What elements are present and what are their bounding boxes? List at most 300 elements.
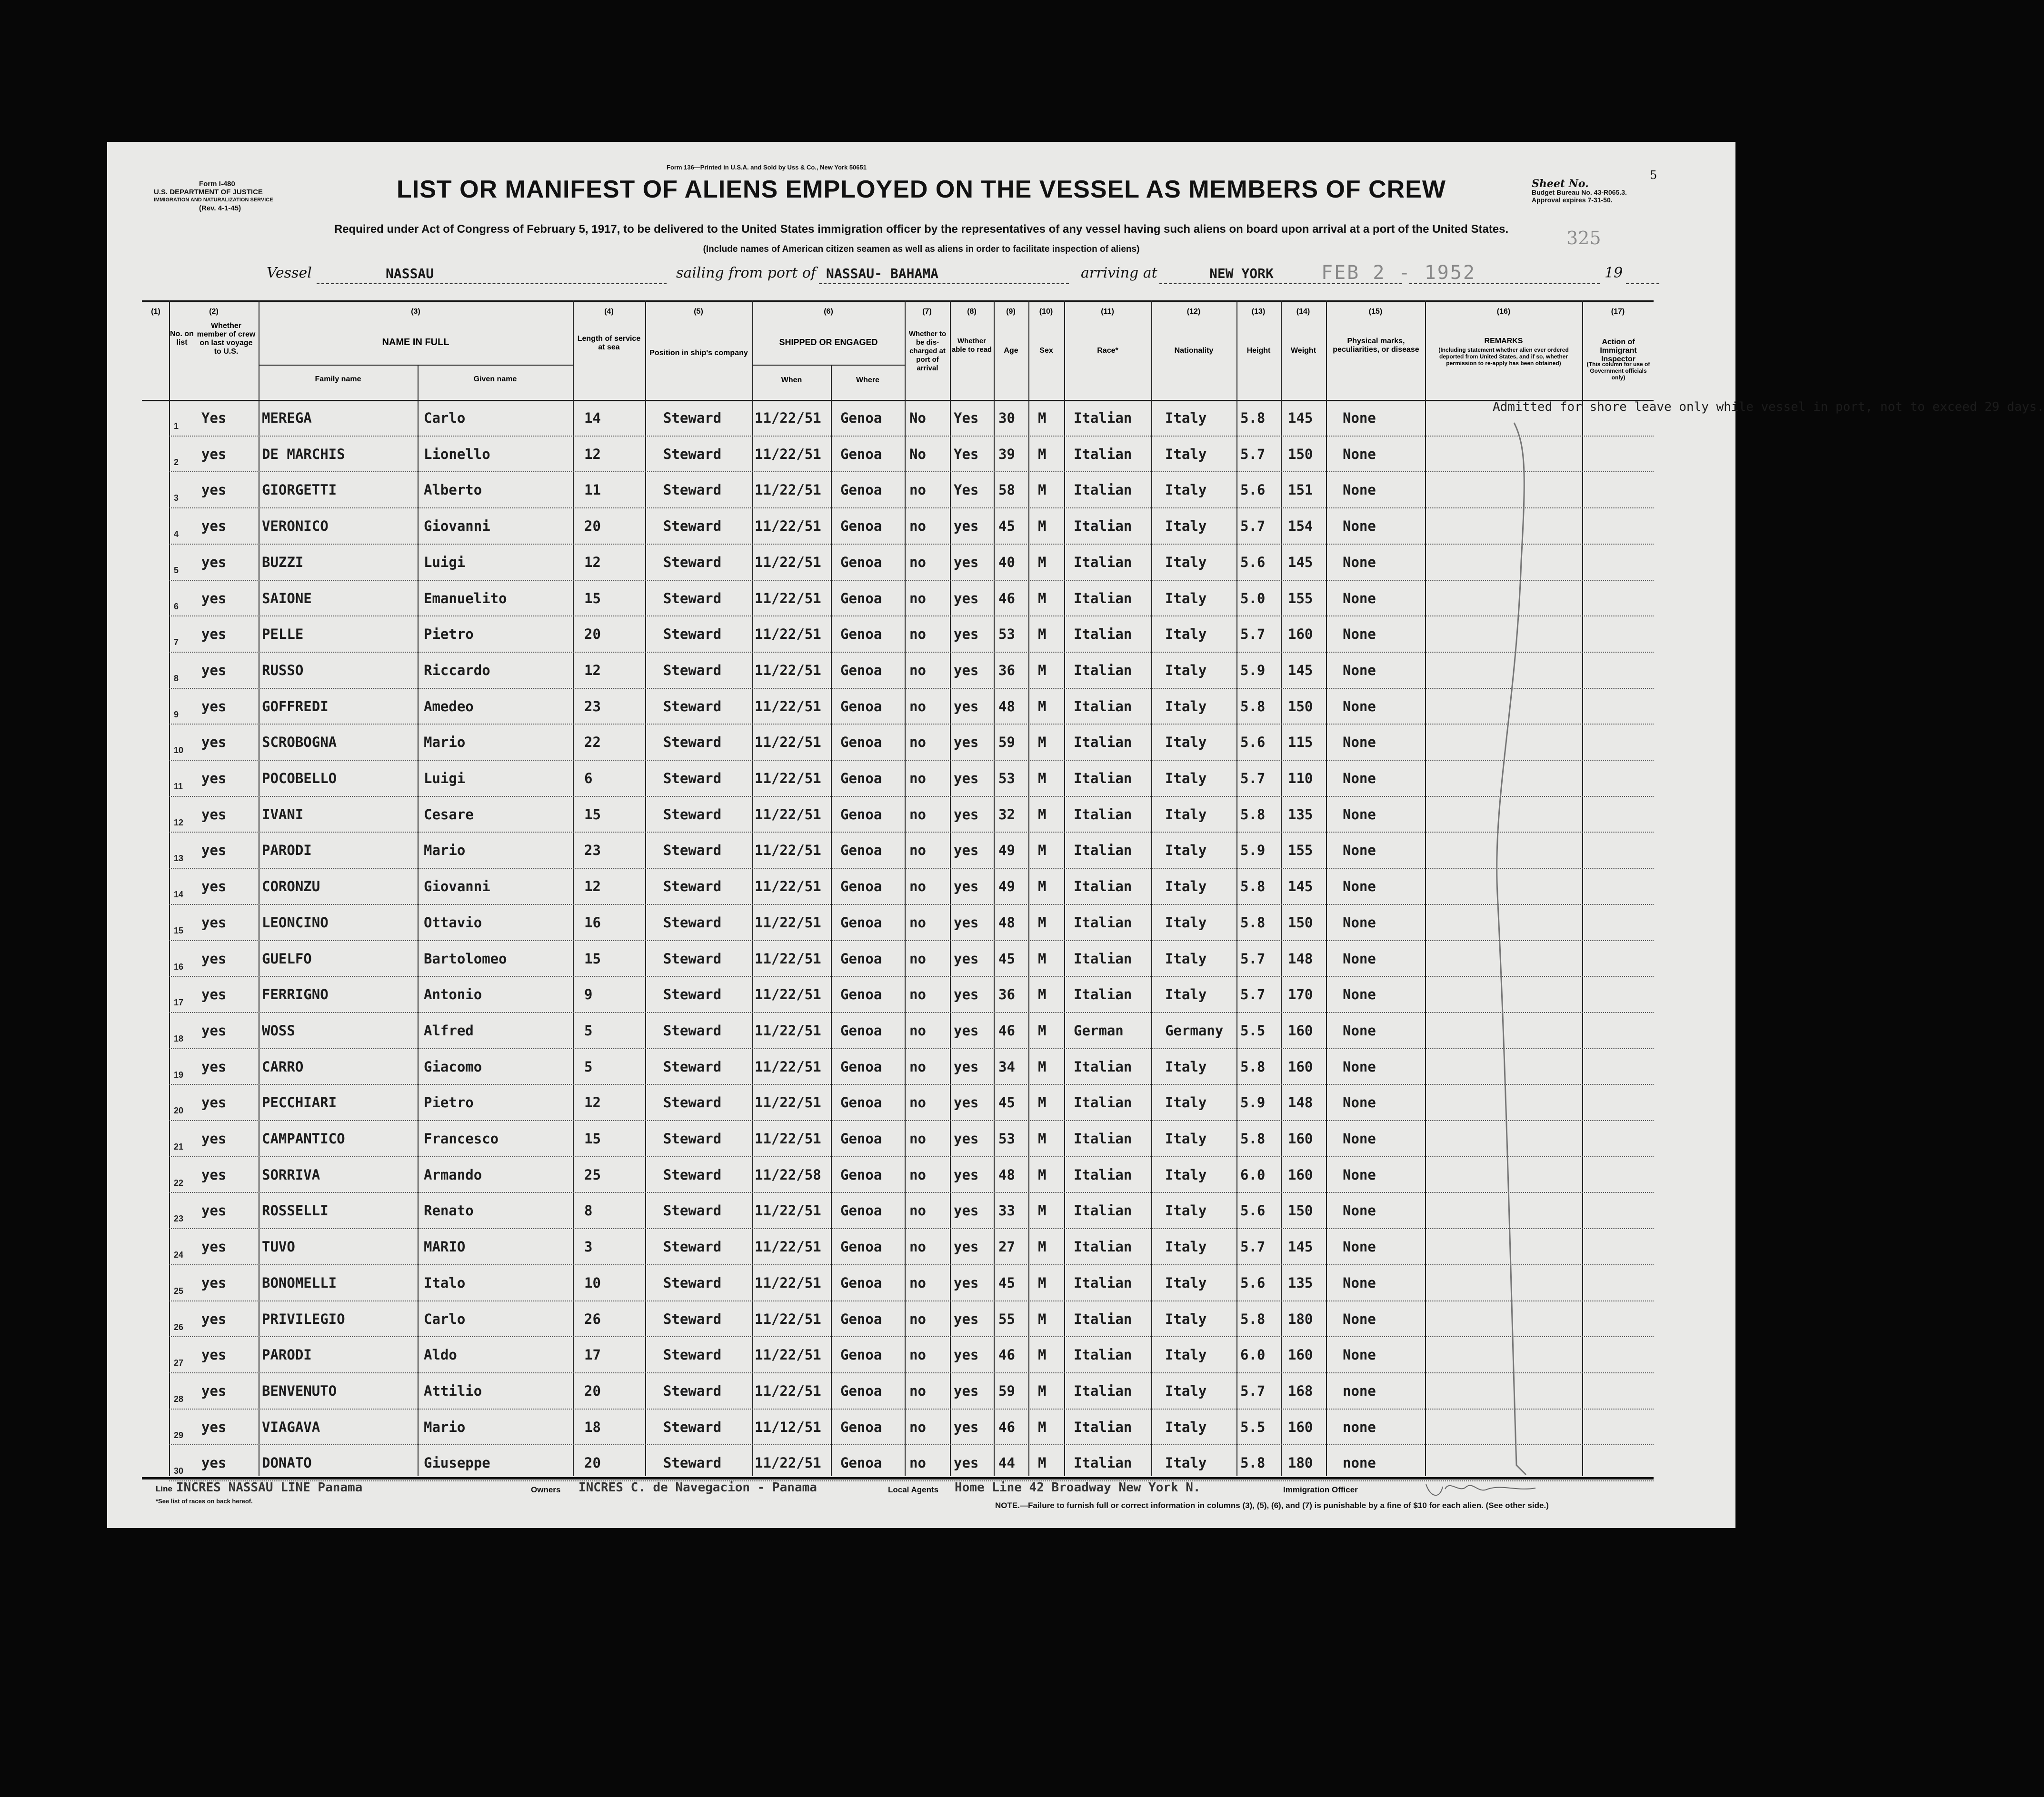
height-cell: 5.8: [1240, 806, 1266, 823]
row-number: 21: [174, 1142, 184, 1152]
row-number: 27: [174, 1358, 184, 1368]
physical-marks-cell: None: [1343, 734, 1376, 751]
discharge-cell: no: [909, 1022, 926, 1039]
row-rule: [169, 436, 1654, 437]
service-length-cell: 20: [584, 1382, 601, 1399]
date-stamp: FEB 2 - 1952: [1321, 262, 1476, 284]
service-length-cell: 10: [584, 1274, 601, 1291]
discharge-cell: no: [909, 554, 926, 570]
header-no-on-list: No. on list: [170, 330, 194, 347]
race-cell: Italian: [1074, 410, 1132, 426]
shipped-port-cell: Genoa: [840, 806, 882, 823]
position-cell: Steward: [663, 1058, 722, 1075]
row-number: 28: [174, 1394, 184, 1404]
shipped-port-cell: Genoa: [840, 1347, 882, 1363]
port-of-sailing: NASSAU- BAHAMA: [826, 266, 939, 281]
shipped-date-cell: 11/22/51: [755, 1382, 821, 1399]
race-cell: Italian: [1074, 1131, 1132, 1147]
row-number: 3: [174, 493, 179, 503]
sex-cell: M: [1038, 410, 1047, 426]
given-name-cell: Giacomo: [424, 1058, 482, 1075]
sailing-label: sailing from port of: [676, 265, 816, 281]
header-physical-marks: Physical marks, peculiarities, or disease: [1333, 337, 1419, 354]
height-cell: 5.5: [1240, 1022, 1266, 1039]
physical-marks-cell: None: [1343, 1311, 1376, 1327]
weight-cell: 145: [1288, 1239, 1313, 1255]
sex-cell: M: [1038, 1419, 1047, 1435]
height-cell: 5.9: [1240, 1094, 1266, 1111]
given-name-cell: Riccardo: [424, 662, 490, 678]
physical-marks-cell: None: [1343, 554, 1376, 570]
race-cell: Italian: [1074, 1455, 1132, 1471]
nationality-cell: Italy: [1165, 914, 1207, 931]
shipped-port-cell: Genoa: [840, 1239, 882, 1255]
given-name-cell: Antonio: [424, 986, 482, 1003]
header-race: Race*: [1097, 347, 1118, 355]
position-cell: Steward: [663, 1022, 722, 1039]
age-cell: 33: [998, 1202, 1015, 1219]
nationality-cell: Italy: [1165, 1239, 1207, 1255]
shipped-port-cell: Genoa: [840, 914, 882, 931]
height-cell: 5.8: [1240, 878, 1266, 895]
shipped-port-cell: Genoa: [840, 770, 882, 786]
row-rule: [169, 1120, 1654, 1121]
column-divider: [994, 300, 995, 1476]
last-voyage-cell: yes: [201, 1094, 227, 1111]
race-cell: Italian: [1074, 698, 1132, 715]
nationality-cell: Italy: [1165, 590, 1207, 606]
row-number: 30: [174, 1466, 184, 1476]
shipped-date-cell: 11/22/51: [755, 1094, 821, 1111]
family-name-cell: CARRO: [262, 1058, 304, 1075]
shipped-date-cell: 11/22/51: [755, 590, 821, 606]
header-remarks: REMARKS: [1484, 337, 1523, 345]
nationality-cell: Italy: [1165, 1094, 1207, 1111]
row-rule: [169, 1264, 1654, 1265]
position-cell: Steward: [663, 698, 722, 715]
family-name-cell: FERRIGNO: [262, 986, 329, 1003]
weight-cell: 170: [1288, 986, 1313, 1003]
col-num-2: (2): [209, 308, 219, 316]
service-length-cell: 23: [584, 698, 601, 715]
nationality-cell: Italy: [1165, 842, 1207, 859]
port-underline: [819, 283, 1069, 284]
position-cell: Steward: [663, 770, 722, 786]
family-name-cell: BENVENUTO: [262, 1382, 337, 1399]
nationality-cell: Italy: [1165, 482, 1207, 498]
weight-cell: 135: [1288, 1274, 1313, 1291]
column-divider: [1281, 300, 1282, 1476]
service-length-cell: 17: [584, 1347, 601, 1363]
revision-date: (Rev. 4-1-45): [199, 204, 241, 212]
header-given-name: Given name: [473, 375, 517, 383]
header-able-to-read: Whether able to read: [951, 337, 992, 354]
sex-cell: M: [1038, 950, 1047, 967]
age-cell: 36: [998, 662, 1015, 678]
height-cell: 5.8: [1240, 914, 1266, 931]
family-name-cell: PELLE: [262, 626, 304, 643]
given-name-cell: Alberto: [424, 482, 482, 498]
weight-cell: 160: [1288, 626, 1313, 643]
discharge-cell: no: [909, 914, 926, 931]
shipped-port-cell: Genoa: [840, 590, 882, 606]
row-number: 6: [174, 601, 179, 611]
col-num-4: (4): [604, 308, 614, 316]
shipped-date-cell: 11/22/51: [755, 842, 821, 859]
position-cell: Steward: [663, 662, 722, 678]
service-length-cell: 12: [584, 446, 601, 462]
position-cell: Steward: [663, 986, 722, 1003]
given-name-cell: Giuseppe: [424, 1455, 490, 1471]
row-number: 2: [174, 457, 179, 467]
race-cell: Italian: [1074, 1311, 1132, 1327]
able-to-read-cell: yes: [954, 806, 979, 823]
able-to-read-cell: yes: [954, 1382, 979, 1399]
col-num-9: (9): [1006, 308, 1016, 316]
row-rule: [169, 688, 1654, 689]
sex-cell: M: [1038, 626, 1047, 643]
form-number: Form I-480: [199, 180, 235, 188]
discharge-cell: no: [909, 950, 926, 967]
weight-cell: 148: [1288, 1094, 1313, 1111]
column-divider: [1425, 300, 1426, 1476]
service-length-cell: 16: [584, 914, 601, 931]
family-name-cell: DONATO: [262, 1455, 312, 1471]
shipped-date-cell: 11/22/51: [755, 950, 821, 967]
able-to-read-cell: yes: [954, 1202, 979, 1219]
physical-marks-cell: None: [1343, 806, 1376, 823]
sex-cell: M: [1038, 662, 1047, 678]
position-cell: Steward: [663, 1419, 722, 1435]
shipped-port-cell: Genoa: [840, 878, 882, 895]
sheet-info: [1532, 180, 1627, 204]
able-to-read-cell: yes: [954, 842, 979, 859]
physical-marks-cell: None: [1343, 590, 1376, 606]
header-when: When: [781, 376, 802, 384]
age-cell: 45: [998, 1094, 1015, 1111]
sex-cell: M: [1038, 1382, 1047, 1399]
physical-marks-cell: None: [1343, 950, 1376, 967]
height-cell: 5.8: [1240, 410, 1266, 426]
col-num-5: (5): [694, 308, 703, 316]
row-number: 25: [174, 1286, 184, 1296]
physical-marks-cell: None: [1343, 1131, 1376, 1147]
shipped-date-cell: 11/22/51: [755, 1131, 821, 1147]
weight-cell: 160: [1288, 1419, 1313, 1435]
header-sex: Sex: [1039, 347, 1053, 355]
weight-cell: 154: [1288, 518, 1313, 535]
last-voyage-cell: yes: [201, 914, 227, 931]
column-divider: [1326, 300, 1327, 1476]
row-rule: [169, 507, 1654, 508]
height-cell: 5.9: [1240, 662, 1266, 678]
race-cell: Italian: [1074, 1058, 1132, 1075]
height-cell: 5.8: [1240, 1311, 1266, 1327]
last-voyage-cell: yes: [201, 590, 227, 606]
last-voyage-cell: yes: [201, 770, 227, 786]
nationality-cell: Italy: [1165, 518, 1207, 535]
row-number: 4: [174, 529, 179, 539]
header-discharged: Whether to be dis-charged at port of arrival: [908, 330, 947, 372]
shipped-date-cell: 11/22/51: [755, 1455, 821, 1471]
able-to-read-cell: yes: [954, 698, 979, 715]
nationality-cell: Italy: [1165, 698, 1207, 715]
height-cell: 6.0: [1240, 1166, 1266, 1183]
position-cell: Steward: [663, 950, 722, 967]
nationality-cell: Italy: [1165, 626, 1207, 643]
weight-cell: 160: [1288, 1347, 1313, 1363]
age-cell: 39: [998, 446, 1015, 462]
family-name-cell: TUVO: [262, 1239, 295, 1255]
column-divider: [950, 300, 951, 1476]
given-name-cell: Mario: [424, 734, 466, 751]
age-cell: 45: [998, 950, 1015, 967]
service-length-cell: 12: [584, 1094, 601, 1111]
header-inspector-action: Action of Immigrant Inspector: [1600, 338, 1637, 363]
family-name-cell: CORONZU: [262, 878, 320, 895]
race-cell: Italian: [1074, 1166, 1132, 1183]
height-cell: 6.0: [1240, 1347, 1266, 1363]
last-voyage-cell: yes: [201, 626, 227, 643]
given-name-cell: Amedeo: [424, 698, 474, 715]
position-cell: Steward: [663, 1382, 722, 1399]
shipped-port-cell: Genoa: [840, 1419, 882, 1435]
service-length-cell: 12: [584, 554, 601, 570]
nationality-cell: Italy: [1165, 1347, 1207, 1363]
col-num-12: (12): [1187, 308, 1201, 316]
column-divider: [752, 300, 753, 1476]
position-cell: Steward: [663, 1166, 722, 1183]
race-cell: Italian: [1074, 1419, 1132, 1435]
position-cell: Steward: [663, 842, 722, 859]
shipped-date-cell: 11/22/51: [755, 806, 821, 823]
discharge-cell: no: [909, 1274, 926, 1291]
last-voyage-cell: yes: [201, 1347, 227, 1363]
row-number: 22: [174, 1178, 184, 1188]
column-divider: [905, 300, 906, 1476]
last-voyage-cell: yes: [201, 842, 227, 859]
age-cell: 49: [998, 842, 1015, 859]
header-family-name: Family name: [315, 375, 361, 383]
last-voyage-cell: yes: [201, 662, 227, 678]
race-cell: Italian: [1074, 734, 1132, 751]
officer-signature: [1421, 1475, 1564, 1503]
height-cell: 5.0: [1240, 590, 1266, 606]
physical-marks-cell: None: [1343, 770, 1376, 786]
shipped-port-cell: Genoa: [840, 1022, 882, 1039]
height-cell: 5.7: [1240, 1382, 1266, 1399]
height-cell: 5.9: [1240, 842, 1266, 859]
physical-marks-cell: None: [1343, 1022, 1376, 1039]
service-length-cell: 6: [584, 770, 593, 786]
shipped-date-cell: 11/22/51: [755, 1239, 821, 1255]
nationality-cell: Italy: [1165, 554, 1207, 570]
weight-cell: 145: [1288, 410, 1313, 426]
service-length-cell: 8: [584, 1202, 593, 1219]
physical-marks-cell: none: [1343, 1419, 1376, 1435]
col-num-15: (15): [1368, 308, 1383, 316]
given-name-cell: Cesare: [424, 806, 474, 823]
physical-marks-cell: None: [1343, 446, 1376, 462]
family-name-cell: SCROBOGNA: [262, 734, 337, 751]
weight-cell: 150: [1288, 698, 1313, 715]
nationality-cell: Italy: [1165, 662, 1207, 678]
last-voyage-cell: yes: [201, 1419, 227, 1435]
able-to-read-cell: yes: [954, 770, 979, 786]
shipped-date-cell: 11/22/58: [755, 1166, 821, 1183]
weight-cell: 160: [1288, 1166, 1313, 1183]
column-divider: [645, 300, 646, 1476]
budget-bureau: Budget Bureau No. 43-R065.3.: [1532, 189, 1627, 196]
sheet-label: Sheet No.: [1532, 178, 1589, 190]
position-cell: Steward: [663, 446, 722, 462]
service-length-cell: 5: [584, 1022, 593, 1039]
sex-cell: M: [1038, 518, 1047, 535]
age-cell: 55: [998, 1311, 1015, 1327]
row-number: 29: [174, 1430, 184, 1440]
row-number: 19: [174, 1070, 184, 1080]
discharge-cell: no: [909, 662, 926, 678]
height-cell: 5.6: [1240, 482, 1266, 498]
given-name-cell: Mario: [424, 1419, 466, 1435]
discharge-cell: no: [909, 518, 926, 535]
shipped-date-cell: 11/22/51: [755, 698, 821, 715]
physical-marks-cell: None: [1343, 1347, 1376, 1363]
sheet-number: 5: [1650, 169, 1657, 182]
sex-cell: M: [1038, 698, 1047, 715]
discharge-cell: no: [909, 1347, 926, 1363]
weight-cell: 110: [1288, 770, 1313, 786]
physical-marks-cell: None: [1343, 1239, 1376, 1255]
header-inspector-note: (This column for use of Government officials only): [1586, 361, 1650, 381]
line-value: INCRES NASSAU LINE Panama: [176, 1480, 363, 1495]
weight-cell: 180: [1288, 1455, 1313, 1471]
row-number: 26: [174, 1322, 184, 1332]
shipped-date-cell: 11/22/51: [755, 1058, 821, 1075]
height-cell: 5.6: [1240, 554, 1266, 570]
shipped-port-cell: Genoa: [840, 518, 882, 535]
weight-cell: 155: [1288, 842, 1313, 859]
position-cell: Steward: [663, 878, 722, 895]
shipped-port-cell: Genoa: [840, 1455, 882, 1471]
row-number: 1: [174, 421, 179, 431]
owners-label: Owners: [531, 1485, 561, 1494]
row-number: 9: [174, 709, 179, 719]
discharge-cell: no: [909, 770, 926, 786]
discharge-cell: no: [909, 1166, 926, 1183]
age-cell: 34: [998, 1058, 1015, 1075]
race-cell: Italian: [1074, 1347, 1132, 1363]
position-cell: Steward: [663, 410, 722, 426]
sex-cell: M: [1038, 1166, 1047, 1183]
header-weight: Weight: [1290, 347, 1316, 355]
header-length-of-service: Length of service at sea: [577, 335, 641, 351]
shipped-port-cell: Genoa: [840, 410, 882, 426]
col-num-14: (14): [1296, 308, 1310, 316]
position-cell: Steward: [663, 626, 722, 643]
shipped-port-cell: Genoa: [840, 1382, 882, 1399]
able-to-read-cell: yes: [954, 1022, 979, 1039]
race-cell: Italian: [1074, 1239, 1132, 1255]
able-to-read-cell: yes: [954, 1094, 979, 1111]
header-position: Position in ship's company: [649, 349, 748, 357]
able-to-read-cell: yes: [954, 1239, 979, 1255]
age-cell: 53: [998, 626, 1015, 643]
position-cell: Steward: [663, 482, 722, 498]
row-rule: [169, 976, 1654, 977]
last-voyage-cell: yes: [201, 1455, 227, 1471]
physical-marks-cell: None: [1343, 1166, 1376, 1183]
nationality-cell: Italy: [1165, 986, 1207, 1003]
shipped-port-cell: Genoa: [840, 1131, 882, 1147]
nationality-cell: Italy: [1165, 734, 1207, 751]
last-voyage-cell: yes: [201, 1166, 227, 1183]
immigration-officer-label: Immigration Officer: [1283, 1485, 1358, 1494]
shipped-subheader-line: [752, 365, 905, 366]
shipped-port-cell: Genoa: [840, 662, 882, 678]
given-name-cell: Carlo: [424, 1311, 466, 1327]
position-cell: Steward: [663, 1239, 722, 1255]
given-name-cell: Aldo: [424, 1347, 457, 1363]
col-num-13: (13): [1251, 308, 1266, 316]
race-cell: Italian: [1074, 554, 1132, 570]
shipped-date-cell: 11/22/51: [755, 446, 821, 462]
family-name-cell: IVANI: [262, 806, 304, 823]
row-rule: [169, 1156, 1654, 1157]
last-voyage-cell: yes: [201, 518, 227, 535]
sex-cell: M: [1038, 806, 1047, 823]
age-cell: 32: [998, 806, 1015, 823]
able-to-read-cell: yes: [954, 1058, 979, 1075]
race-cell: Italian: [1074, 842, 1132, 859]
last-voyage-cell: yes: [201, 1202, 227, 1219]
family-name-cell: DE MARCHIS: [262, 446, 345, 462]
last-voyage-cell: yes: [201, 734, 227, 751]
row-rule: [169, 471, 1654, 472]
position-cell: Steward: [663, 1311, 722, 1327]
race-cell: Italian: [1074, 446, 1132, 462]
race-cell: Italian: [1074, 1094, 1132, 1111]
shipped-date-cell: 11/22/51: [755, 1202, 821, 1219]
sex-cell: M: [1038, 734, 1047, 751]
column-divider: [418, 365, 419, 1476]
sex-cell: M: [1038, 1347, 1047, 1363]
sex-cell: M: [1038, 1455, 1047, 1471]
shipped-port-cell: Genoa: [840, 842, 882, 859]
able-to-read-cell: yes: [954, 590, 979, 606]
able-to-read-cell: yes: [954, 1166, 979, 1183]
service-length-cell: 15: [584, 590, 601, 606]
family-name-cell: BUZZI: [262, 554, 304, 570]
nationality-cell: Italy: [1165, 1311, 1207, 1327]
service-length-cell: 11: [584, 482, 601, 498]
discharge-cell: no: [909, 1419, 926, 1435]
discharge-cell: no: [909, 1202, 926, 1219]
age-cell: 53: [998, 770, 1015, 786]
discharge-cell: no: [909, 1058, 926, 1075]
shipped-date-cell: 11/22/51: [755, 410, 821, 426]
line-label: Line: [156, 1484, 172, 1493]
row-rule: [169, 796, 1654, 797]
height-cell: 5.7: [1240, 770, 1266, 786]
age-cell: 45: [998, 518, 1015, 535]
position-cell: Steward: [663, 1202, 722, 1219]
given-name-cell: Pietro: [424, 1094, 474, 1111]
shipped-port-cell: Genoa: [840, 554, 882, 570]
able-to-read-cell: Yes: [954, 446, 979, 462]
family-name-cell: PECCHIARI: [262, 1094, 337, 1111]
family-name-cell: ROSSELLI: [262, 1202, 329, 1219]
